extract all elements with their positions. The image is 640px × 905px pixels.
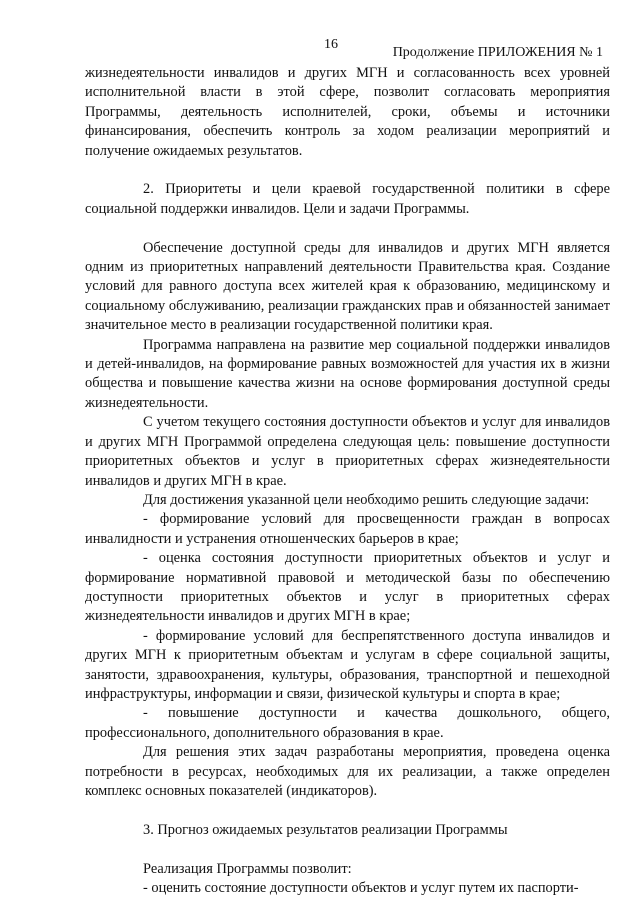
paragraph: С учетом текущего состояния доступности объектов и услуг для инвалидов и других МГН Программой определена следующая цель: повышение доступности приоритетных объектов и услуг в приоритетных сферах жизнедеятельности инвалидов и других МГН в крае. [85,414,610,489]
page-number: 16 [324,37,338,52]
paragraph: Программа направлена на развитие мер социальной поддержки инвалидов и детей-инвалидов, на формирование равных возможностей для участия их в жизни общества и повышение качества жизни на основе формирования доступной среды жизнедеятельности. [85,336,610,411]
paragraph: Реализация Программы позволит: [143,860,352,877]
spacer [85,840,610,859]
spacer [85,161,610,180]
document-body [85,64,610,898]
paragraph: Для достижения указанной цели необходимо решить следующие задачи: [143,491,590,508]
list-item: - оценить состояние доступности объектов и услуг путем их паспорти- [143,880,579,896]
paragraph: Обеспечение доступной среды для инвалидов и других МГН является одним из приоритетных направлений деятельности Правительства края. Создание условий для равного доступа всех жителей края к образованию, медицинскому и социальному обслуживанию, реализации гражданских прав и обязанностей занимает значительное место в реализации государственной политики края. [85,239,610,334]
list-item: - формирование условий для просвещенности граждан в вопросах инвалидности и устранения отношенческих барьеров в крае; [85,511,610,547]
spacer [85,801,610,820]
list-item: - повышение доступности и качества дошкольного, общего, профессионального, дополнительного образования в крае. [85,705,610,741]
paragraph: жизнедеятельности инвалидов и других МГН и согласованность всех уровней исполнительной власти в этой сфере, позволит согласовать мероприятия Программы, деятельность исполнителей, сроки, объемы и источники финансирования, обеспечить контроль за ходом реализации мероприятий и получение ожидаемых результатов. [85,65,610,159]
section-heading: 3. Прогноз ожидаемых результатов реализации Программы [143,821,508,838]
section-heading: 2. Приоритеты и цели краевой государственной политики в сфере социальной поддержки инвалидов. Цели и задачи Программы. [85,181,610,217]
paragraph: Для решения этих задач разработаны мероприятия, проведена оценка потребности в ресурсах, необходимых для их реализации, а также определен комплекс основных показателей (индикаторов). [85,744,610,799]
appendix-header: Продолжение ПРИЛОЖЕНИЯ № 1 [392,45,603,60]
spacer [85,219,610,238]
list-item: - формирование условий для беспрепятственного доступа инвалидов и других МГН к приоритетным объектам и услугам в сфере социальной защиты, занятости, здравоохранения, культуры, образования, транспортной и пешеходной инфраструктуры, информации и связи, физической культуры и спорта в крае; [85,627,610,702]
list-item: - оценка состояния доступности приоритетных объектов и услуг и формирование нормативной правовой и методической базы по обеспечению доступности приоритетных объектов и услуг в приоритетных сферах жизнедеятельности инвалидов и других МГН в крае; [85,550,610,625]
